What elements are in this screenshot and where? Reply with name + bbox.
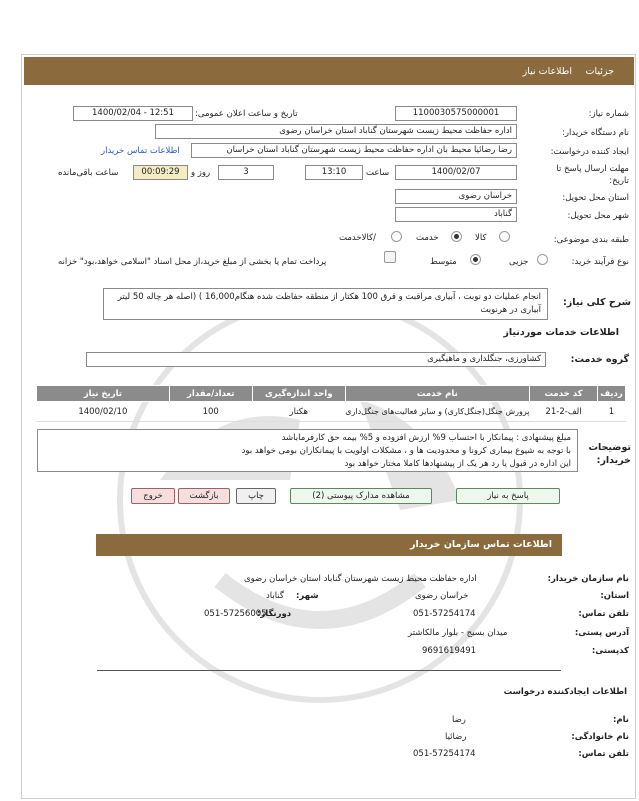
radio-partial[interactable] [537, 254, 548, 265]
col-code: کد خدمت [530, 386, 598, 402]
buyer-contact-link[interactable]: اطلاعات تماس خریدار [101, 146, 180, 156]
buyer-notes-line2: با توجه به شیوع بیماری کرونا و محدودیت ها و ، مشکلات اولویت با پیمانکاران بومی خواهد بود [241, 446, 571, 456]
print-button[interactable]: چاپ [236, 488, 276, 504]
announce-label: تاریخ و ساعت اعلان عمومی: [195, 109, 298, 119]
need-number-label: شماره نیاز: [588, 109, 629, 119]
contact-org-label: نام سازمان خریدار: [547, 574, 629, 584]
col-date: تاریخ نیاز [37, 386, 170, 402]
cat-goods-service-label: /کالاخدمت [339, 233, 376, 243]
time-label: ساعت [366, 168, 390, 178]
buyer-field: اداره حفاظت محیط زیست شهرستان گناباد استان خراسان رضوی [155, 124, 517, 139]
cat-goods-label: کالا [475, 233, 487, 243]
cell-name: پرورش جنگل(جنگل‌کاری) و سایر فعالیت‌های جنگل‌داری [345, 402, 529, 422]
proc-medium-label: متوسط [430, 257, 457, 267]
creator-name-value: رضا [452, 715, 466, 725]
province-field: خراسان رضوی [395, 189, 517, 204]
contact-postal-label: کدپستی: [591, 646, 629, 656]
process-label: نوع فرآیند خرید: [571, 257, 629, 267]
need-number-field: 1100030575000001 [395, 106, 517, 121]
city-field: گناباد [395, 207, 517, 222]
contact-city-label: شهر: [296, 591, 319, 601]
contact-phone-value: 051-57254174 [413, 609, 476, 619]
contact-title: اطلاعات تماس سازمان خریدار [409, 539, 552, 550]
contact-phone-label: تلفن تماس: [578, 609, 629, 619]
proc-partial-label: جزیی [509, 257, 529, 267]
creator-name-label: نام: [612, 715, 629, 725]
contact-address-label: آدرس پستی: [574, 628, 629, 638]
category-label: طبقه بندی موضوعی: [553, 235, 629, 245]
deadline-time-field: 13:10 [305, 165, 363, 180]
creator-phone-label: تلفن تماس: [578, 749, 629, 759]
contact-postal-value: 9691619491 [422, 646, 477, 656]
services-section-title: اطلاعات خدمات موردنیاز [503, 327, 619, 338]
creator-lastname-value: رضائیا [445, 732, 467, 742]
days-label: روز و [191, 168, 211, 178]
creator-lastname-label: نام خانوادگی: [571, 732, 629, 742]
province-label: استان محل تحویل: [562, 193, 629, 203]
deadline-date-field: 1400/02/07 [395, 165, 517, 180]
days-field: 3 [218, 165, 274, 180]
contact-city-value: گناباد [266, 591, 284, 601]
creator-phone-value: 051-57254174 [413, 749, 476, 759]
creator-info-title: اطلاعات ایجادکننده درخواست [503, 687, 627, 697]
top-header-bar [24, 57, 634, 85]
creator-field: رضا رضائیا محیط بان اداره حفاظت محیط زیست شهرستان گناباد استان خراسان [191, 143, 517, 158]
contact-header [96, 534, 562, 556]
contact-divider [97, 670, 561, 671]
tab-details[interactable]: جزئیات [585, 66, 614, 77]
description-label: شرح کلی نیاز: [562, 297, 631, 308]
city-label: شهر محل تحویل: [567, 211, 629, 221]
reply-button[interactable]: پاسخ به نیاز [456, 488, 560, 504]
description-field: انجام عملیات دو نوبت ، آبیاری مراقبت و قرق 100 هکتار از منطقه حفاظت شده هنگام16,000 ) (اصله هر چاله 50 لیتر آبیاری در هرنوبت [103, 288, 548, 320]
cell-unit: هکتار [252, 402, 345, 422]
back-button[interactable]: بازگشت [178, 488, 230, 504]
buyer-notes-label: توضیحات خریدار: [588, 442, 631, 466]
col-row: ردیف [598, 386, 626, 402]
payment-checkbox[interactable] [384, 251, 396, 263]
cell-qty: 100 [169, 402, 252, 422]
remaining-time-field: 00:09:29 [133, 165, 188, 180]
announce-field: 1400/02/04 - 12:51 [73, 106, 193, 121]
cell-row: 1 [598, 402, 626, 422]
cell-date: 1400/02/10 [37, 402, 170, 422]
tab-need-info[interactable]: اطلاعات نیاز [522, 66, 572, 77]
services-table [36, 385, 626, 422]
radio-goods[interactable] [499, 231, 510, 242]
radio-medium[interactable] [470, 254, 481, 265]
contact-fax-value: 051-57256005 [204, 609, 267, 619]
creator-label: ایجاد کننده درخواست: [550, 147, 629, 157]
col-unit: واحد اندازه‌گیری [252, 386, 345, 402]
service-group-label: گروه خدمت: [570, 354, 629, 365]
deadline-label: مهلت ارسال پاسخ تا تاریخ: [556, 164, 629, 186]
table-row [37, 402, 626, 422]
contact-address-value: میدان بسیج - بلوار مالکاشتر [408, 628, 508, 638]
contact-fax-label: دورنگار: [257, 609, 292, 619]
buyer-label: نام دستگاه خریدار: [562, 128, 629, 138]
contact-org-value: اداره حفاظت محیط زیست شهرستان گناباد استان خراسان رضوی [244, 574, 477, 584]
radio-goods-service[interactable] [391, 231, 402, 242]
attachments-button[interactable]: مشاهده مدارک پیوستی (2) [290, 488, 432, 504]
contact-province-value: خراسان رضوی [415, 591, 469, 601]
cell-code: الف-2-21 [530, 402, 598, 422]
payment-text: پرداخت تمام یا بخشی از مبلغ خرید،از محل اسناد "اسلامی خواهد،بود" خزانه [58, 257, 327, 267]
buyer-notes-line1: مبلغ پیشنهادی : پیمانکار با احتساب 9% ارزش افزوده و 5% بیمه حق کارفرماباشد [281, 433, 571, 443]
buyer-notes-field [37, 429, 578, 472]
buyer-notes-line3: این اداره در قبول یا رد هر یک از پیشنهادها کاملا مختار خواهد بود [344, 459, 571, 469]
col-name: نام خدمت [345, 386, 529, 402]
remaining-label: ساعت باقی‌مانده [58, 168, 119, 178]
exit-button[interactable]: خروج [131, 488, 175, 504]
col-qty: تعداد/مقدار [169, 386, 252, 402]
service-group-field: کشاورزی، جنگلداری و ماهیگیری [86, 352, 546, 367]
radio-service[interactable] [451, 231, 462, 242]
cat-service-label: خدمت [416, 233, 439, 243]
contact-province-label: استان: [600, 591, 629, 601]
